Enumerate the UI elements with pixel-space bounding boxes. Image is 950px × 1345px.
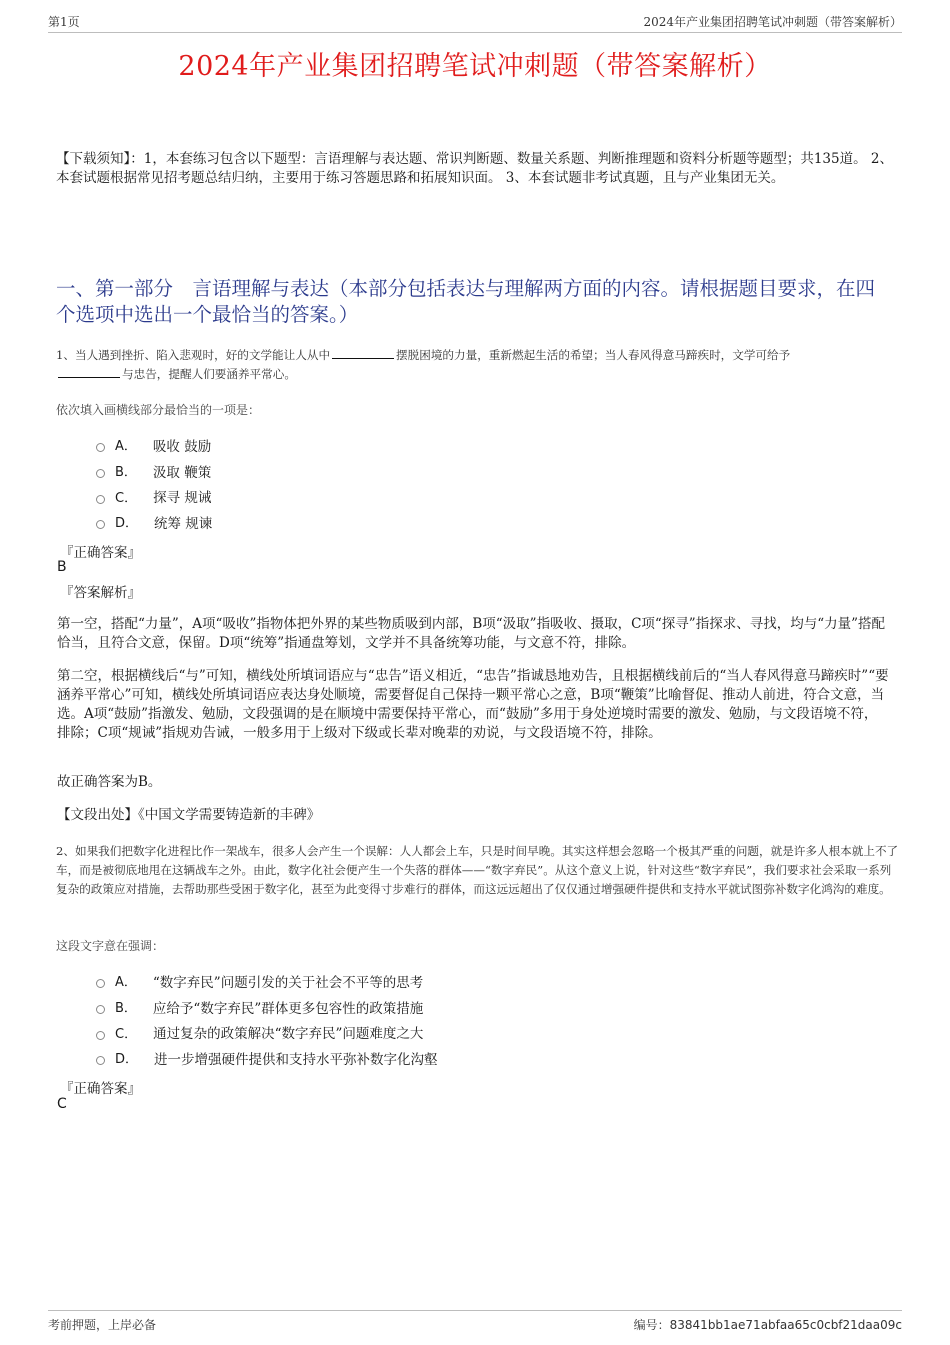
radio-button[interactable] xyxy=(96,1056,105,1065)
question-1-options xyxy=(96,432,212,535)
correct-answer-label: 『正确答案』 xyxy=(60,545,141,561)
radio-button[interactable] xyxy=(96,495,105,504)
option-d[interactable]: D． 统筹 规谏 xyxy=(96,509,212,535)
correct-answer-label: 『正确答案』 xyxy=(60,1081,141,1097)
option-b[interactable]: B． 应给予“数字弃民”群体更多包容性的政策措施 xyxy=(96,994,438,1020)
option-b[interactable]: B． 汲取 鞭策 xyxy=(96,458,212,484)
radio-button[interactable] xyxy=(96,1005,105,1014)
header-doc-title: 2024年产业集团招聘笔试冲刺题（带答案解析） xyxy=(643,15,902,29)
question-1-prompt: 依次填入画横线部分最恰当的一项是： xyxy=(56,403,261,417)
radio-button[interactable] xyxy=(96,1031,105,1040)
page-footer xyxy=(48,1310,902,1339)
question-1-stem: 1、当人遇到挫折、陷入悲观时，好的文学能让人从中 摆脱困境的力量，重新燃起生活的希望；当人春风得意马蹄疾时，文学可给予 与忠告，提醒人们要涵养平常心。 xyxy=(56,348,791,381)
analysis-label: 『答案解析』 xyxy=(60,585,141,601)
radio-button[interactable] xyxy=(96,443,105,452)
analysis-paragraph-1: 第一空，搭配“力量”，A项“吸收”指物体把外界的某些物质吸到内部，B项“汲取”指吸收、摄取，C项“探寻”指探求、寻找，均与“力量”搭配恰当，且符合文意，保留。D项“统筹”指通盘筹划，文学并不具备统筹功能，与文意不符，排除。 xyxy=(57,616,886,651)
option-a[interactable]: A． 吸收 鼓励 xyxy=(96,432,212,458)
radio-button[interactable] xyxy=(96,469,105,478)
analysis-paragraph-2: 第二空，根据横线后“与”可知，横线处所填词语应与“忠告”语义相近，“忠告”指诚恳地劝告，且根据横线前后的“当人春风得意马蹄疾时”“要涵养平常心”可知，横线处所填词语应表达身处顺境，需要督促自己保持一颗平常心之意，B项“鞭策”比喻督促、推动人前进，符合文意，当选。A项“鼓励”指激发、勉励，文段强调的是在顺境中需要保持平常心，而“鼓励”多用于身处逆境时需要的激发、勉励，与文段语境不符，排除；C项“规诫”指规劝告诫，一般多用于上级对下级或长辈对晚辈的劝说，与文段语境不符，排除。 xyxy=(57,668,889,741)
download-notice: 【下载须知】：1，本套练习包含以下题型：言语理解与表达题、常识判断题、数量关系题、判断推理题和资料分析题等题型；共135道。 2、本套试题根据常见招考题总结归纳，主要用于练习答题思路和拓展知识面。 3、本套试题非考试真题，且与产业集团无关。 xyxy=(56,151,893,186)
footer-slogan: 考前押题，上岸必备 xyxy=(48,1318,157,1332)
fill-blank xyxy=(58,365,120,378)
fill-blank xyxy=(332,346,394,359)
question-2-options xyxy=(96,968,438,1071)
correct-answer: B xyxy=(57,559,67,575)
document-code: 编号：83841bb1ae71abfaa65c0cbf21daa09c xyxy=(633,1318,902,1332)
page-title: 2024年产业集团招聘笔试冲刺题（带答案解析） xyxy=(178,51,772,82)
radio-button[interactable] xyxy=(96,979,105,988)
option-c[interactable]: C． 探寻 规诫 xyxy=(96,483,212,509)
page-header xyxy=(48,10,902,33)
radio-button[interactable] xyxy=(96,520,105,529)
correct-answer: C xyxy=(57,1096,67,1112)
option-d[interactable]: D． 进一步增强硬件提供和支持水平弥补数字化沟壑 xyxy=(96,1045,438,1071)
question-2-stem: 2、如果我们把数字化进程比作一架战车，很多人会产生一个误解：人人都会上车，只是时间早晚。其实这样想会忽略一个极其严重的问题，就是许多人根本就上不了车，而是被彻底地甩在这辆战车之外。由此，数字化社会便产生一个失落的群体——“数字弃民”。从这个意义上说，针对这些“数字弃民”，我们要求社会采取一系列复杂的政策应对措施，去帮助那些受困于数字化，甚至为此变得寸步难行的群体，而这远远超出了仅仅通过增强硬件提供和支持水平就试图弥补数字化鸿沟的难度。 xyxy=(56,844,899,896)
option-a[interactable]: A． “数字弃民”问题引发的关于社会不平等的思考 xyxy=(96,968,438,994)
option-c[interactable]: C． 通过复杂的政策解决“数字弃民”问题难度之大 xyxy=(96,1019,438,1045)
section-heading: 一、第一部分 言语理解与表达（本部分包括表达与理解两方面的内容。请根据题目要求，在四个选项中选出一个最恰当的答案。） xyxy=(56,277,876,326)
passage-source: 【文段出处】《中国文学需要铸造新的丰碑》 xyxy=(57,807,321,823)
page-number: 第1页 xyxy=(48,15,80,29)
analysis-conclusion: 故正确答案为B。 xyxy=(57,774,162,790)
question-2-prompt: 这段文字意在强调： xyxy=(56,939,165,953)
